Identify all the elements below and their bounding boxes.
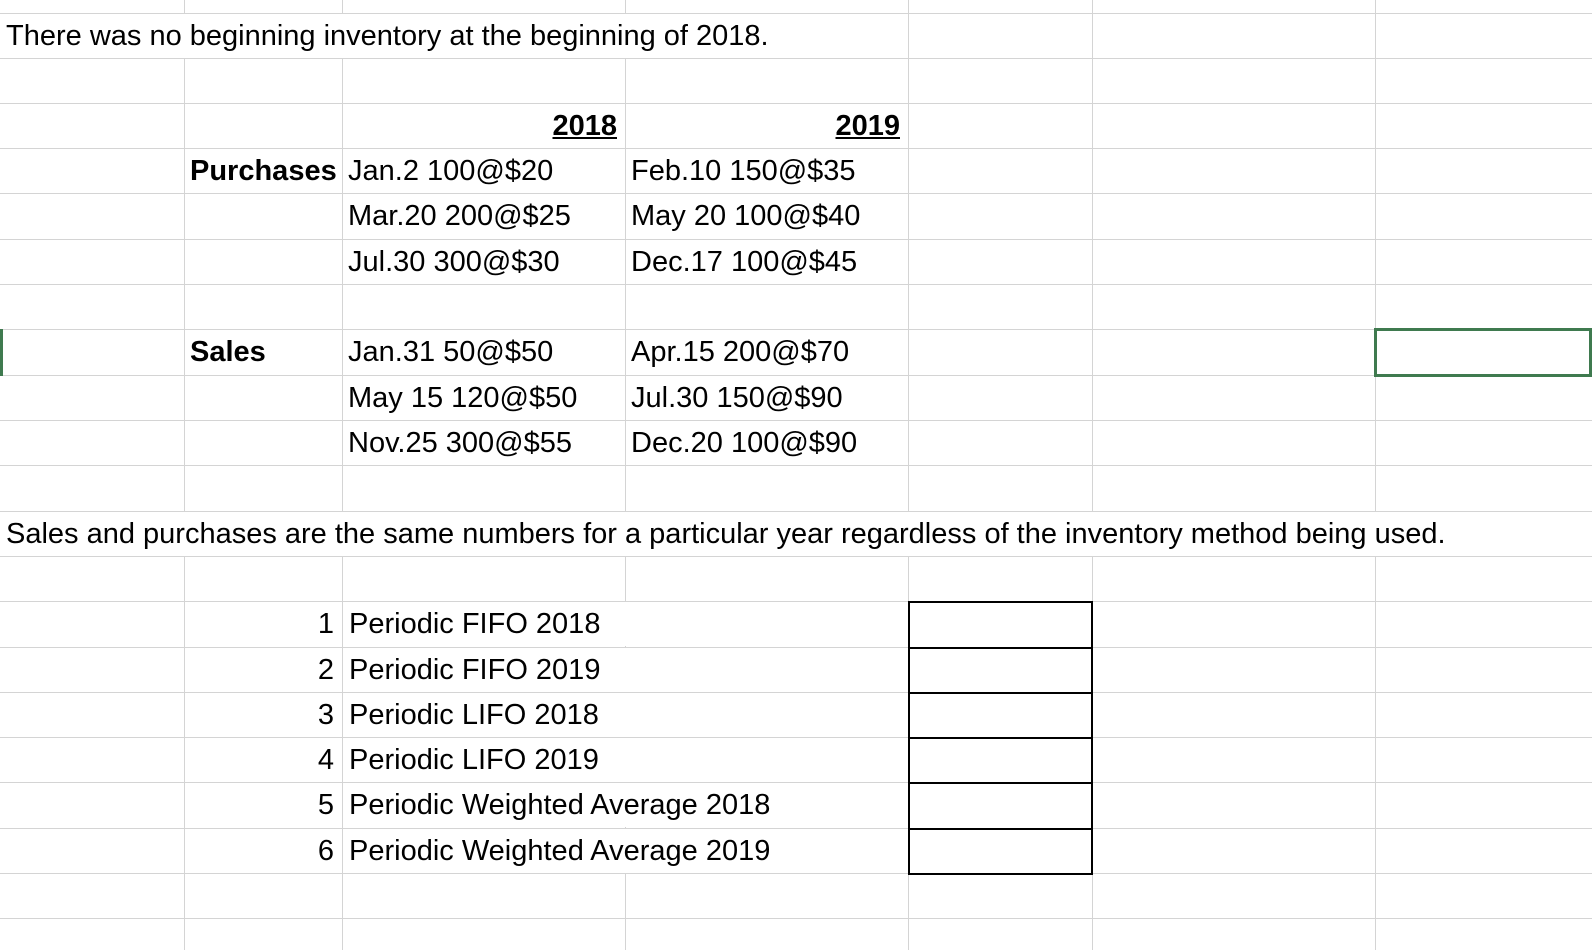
- sales-label: Sales: [190, 336, 266, 368]
- sale-2019-cell[interactable]: [625, 376, 908, 421]
- question-label: Periodic LIFO 2019: [349, 744, 599, 776]
- sale-2019-cell[interactable]: [625, 421, 908, 466]
- purchase-2018-cell[interactable]: [342, 194, 625, 239]
- question-number-cell[interactable]: [184, 829, 342, 874]
- sale-2018-cell[interactable]: [342, 421, 625, 466]
- question-label-cell[interactable]: [343, 693, 908, 737]
- year-header-2019[interactable]: [625, 104, 908, 149]
- sale-2019-entry: Apr.15 200@$70: [631, 336, 850, 368]
- answer-input-cell[interactable]: [908, 647, 1093, 694]
- answer-input-cell[interactable]: [908, 828, 1093, 875]
- question-label-cell[interactable]: [343, 783, 908, 827]
- question-number-cell[interactable]: [184, 602, 342, 647]
- year-2019-label: 2019: [835, 110, 900, 142]
- answer-input-cell[interactable]: [908, 601, 1093, 649]
- purchase-2018-entry: Jan.2 100@$20: [348, 155, 554, 187]
- question-label-cell[interactable]: [343, 738, 908, 782]
- question-label: Periodic Weighted Average 2019: [349, 835, 771, 867]
- purchase-2018-entry: Jul.30 300@$30: [348, 246, 560, 278]
- intro-note: There was no beginning inventory at the beginning of 2018.: [6, 20, 769, 52]
- sale-2019-entry: Dec.20 100@$90: [631, 427, 858, 459]
- question-label: Periodic FIFO 2019: [349, 654, 601, 686]
- sale-2018-entry: Nov.25 300@$55: [348, 427, 572, 459]
- selected-cell[interactable]: [1374, 328, 1592, 377]
- method-note: Sales and purchases are the same numbers for a particular year regardless of the inventory method being used.: [6, 518, 1446, 550]
- active-row-indicator: [0, 329, 3, 376]
- intro-note-cell[interactable]: [0, 14, 908, 58]
- question-number-cell[interactable]: [184, 738, 342, 783]
- question-label-cell[interactable]: [343, 648, 908, 692]
- row-divider: [0, 918, 1592, 919]
- question-number: 5: [317, 789, 334, 821]
- purchases-label-cell[interactable]: [184, 149, 342, 194]
- question-number-cell[interactable]: [184, 783, 342, 828]
- purchase-2019-cell[interactable]: [625, 194, 908, 239]
- purchases-label: Purchases: [190, 155, 337, 187]
- question-label: Periodic FIFO 2018: [349, 608, 601, 640]
- question-number: 3: [317, 699, 334, 731]
- purchase-2018-cell[interactable]: [342, 149, 625, 194]
- question-label-cell[interactable]: [343, 602, 908, 646]
- method-note-cell[interactable]: [0, 512, 1592, 556]
- sale-2018-entry: Jan.31 50@$50: [348, 336, 554, 368]
- purchase-2019-cell[interactable]: [625, 149, 908, 194]
- question-number: 1: [317, 608, 334, 640]
- sale-2018-entry: May 15 120@$50: [348, 382, 578, 414]
- question-number: 4: [317, 744, 334, 776]
- sale-2018-cell[interactable]: [342, 330, 625, 375]
- sale-2019-entry: Jul.30 150@$90: [631, 382, 843, 414]
- column-divider: [1375, 0, 1376, 950]
- purchase-2018-cell[interactable]: [342, 240, 625, 285]
- year-2018-label: 2018: [552, 110, 617, 142]
- sales-label-cell[interactable]: [184, 330, 342, 375]
- year-header-2018[interactable]: [342, 104, 625, 149]
- answer-input-cell[interactable]: [908, 737, 1093, 784]
- purchase-2019-entry: May 20 100@$40: [631, 200, 861, 232]
- question-number-cell[interactable]: [184, 648, 342, 693]
- answer-input-cell[interactable]: [908, 782, 1093, 830]
- row-divider: [0, 556, 1592, 557]
- sale-2019-cell[interactable]: [625, 330, 908, 375]
- row-divider: [0, 58, 1592, 59]
- purchase-2019-entry: Dec.17 100@$45: [631, 246, 858, 278]
- purchase-2019-cell[interactable]: [625, 240, 908, 285]
- answer-input-cell[interactable]: [908, 692, 1093, 739]
- purchase-2018-entry: Mar.20 200@$25: [348, 200, 571, 232]
- purchase-2019-entry: Feb.10 150@$35: [631, 155, 856, 187]
- sale-2018-cell[interactable]: [342, 376, 625, 421]
- question-label: Periodic LIFO 2018: [349, 699, 599, 731]
- question-label-cell[interactable]: [343, 829, 908, 873]
- question-label: Periodic Weighted Average 2018: [349, 789, 771, 821]
- question-number: 2: [317, 654, 334, 686]
- question-number-cell[interactable]: [184, 693, 342, 738]
- question-number: 6: [317, 835, 334, 867]
